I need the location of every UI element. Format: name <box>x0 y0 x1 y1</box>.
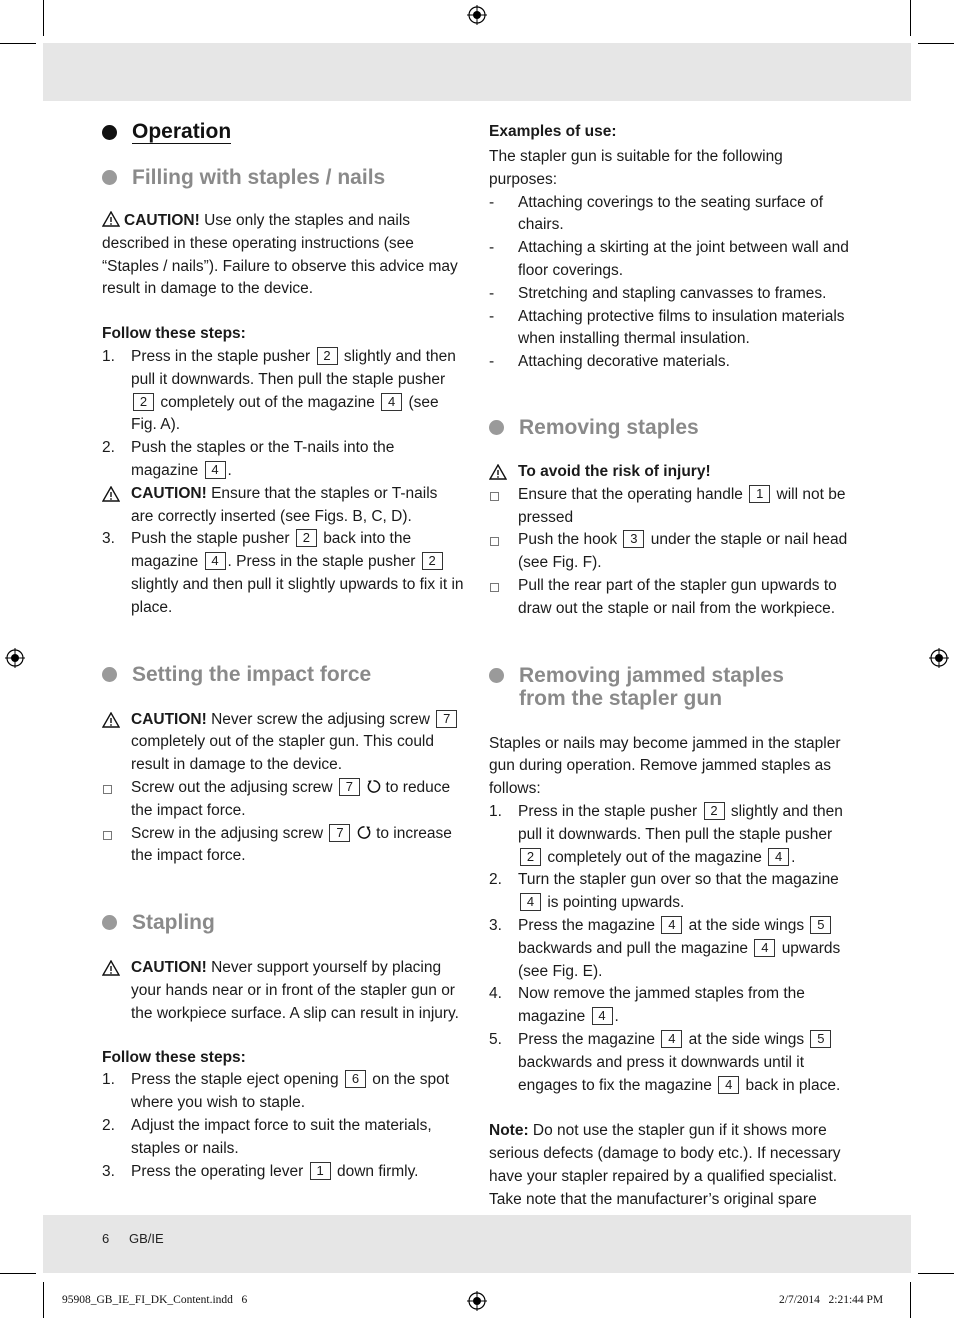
warning-triangle-icon <box>102 211 120 227</box>
caution-item: CAUTION! Never support yourself by placing your hands near or in front of the stapler gun or the workpiece surface. A slip can result in injury. <box>102 957 464 1025</box>
bullet-dot-icon <box>102 667 117 682</box>
steps-list <box>102 1069 464 1183</box>
examples-heading: Examples of use: <box>489 123 617 140</box>
steps-list <box>102 346 464 620</box>
registration-mark-icon <box>467 5 487 25</box>
right-column <box>489 118 855 1211</box>
footer-band <box>43 1215 911 1273</box>
checkbox-square-icon <box>490 583 499 592</box>
part-ref: 4 <box>520 893 541 911</box>
list-item: 1. Press the staple eject opening 6 on the spot where you wish to staple. <box>102 1071 449 1112</box>
warning-triangle-icon <box>102 486 120 502</box>
part-ref: 3 <box>623 530 644 548</box>
part-ref: 6 <box>345 1070 366 1088</box>
examples-list <box>489 192 855 374</box>
slug-date: 2/7/2014 2:21:44 PM <box>779 1294 884 1306</box>
part-ref: 7 <box>436 710 457 728</box>
bullet-dot-icon <box>102 125 117 140</box>
part-ref: 4 <box>205 461 226 479</box>
part-ref: 4 <box>768 848 789 866</box>
caution-item: CAUTION! Never screw the adjusing screw 7 completely out of the stapler gun. This could result in damage to the device. <box>102 709 464 777</box>
list-item: - Attaching a skirting at the joint between wall and floor coverings. <box>489 239 849 279</box>
follow-steps-label: Follow these steps: <box>102 325 246 343</box>
list-item: - Attaching protective films to insulation materials when installing thermal insulation. <box>489 307 845 348</box>
list-item: Screw out the adjusing screw 7 to reduce the impact force. <box>102 777 464 823</box>
list-item: Screw in the adjusing screw 7 to increase the impact force. <box>102 823 464 869</box>
crop-mark <box>918 1273 954 1274</box>
crop-mark <box>910 0 911 36</box>
rotate-cw-icon <box>357 825 372 840</box>
warning-triangle-icon <box>489 464 507 480</box>
section-heading-impact-force: Setting the impact force <box>102 663 464 686</box>
checkbox-square-icon <box>490 492 499 501</box>
follow-steps-label: Follow these steps: <box>102 1048 246 1066</box>
list-item: Pull the rear part of the stapler gun upwards to draw out the staple or nail from the workpiece. <box>489 575 855 621</box>
crop-mark <box>910 1282 911 1318</box>
list-item: 4. Now remove the jammed staples from the magazine 4 . <box>489 985 805 1026</box>
jammed-intro: Staples or nails may become jammed in the stapler gun during operation. Remove jammed staples as follows: <box>489 734 841 798</box>
examples-intro: The stapler gun is suitable for the following purposes: <box>489 148 783 188</box>
warning-triangle-icon <box>102 960 120 976</box>
part-ref: 4 <box>661 1030 682 1048</box>
list-item: 5. Press the magazine 4 at the side wings 5 backwards and press it downwards until it engages to fix the magazine 4 back in place. <box>489 1030 841 1094</box>
crop-mark <box>0 43 36 44</box>
list-item: - Attaching coverings to the seating surface of chairs. <box>489 193 824 234</box>
part-ref: 4 <box>592 1007 613 1025</box>
crop-mark <box>43 1282 44 1318</box>
list-item: Push the hook 3 under the staple or nail head (see Fig. F). <box>489 529 855 575</box>
list-item: - Attaching decorative materials. <box>489 353 730 371</box>
steps-list <box>489 801 855 1097</box>
registration-mark-icon <box>5 648 25 668</box>
registration-mark-icon <box>467 1291 487 1311</box>
warning-triangle-icon <box>102 712 120 728</box>
rotate-ccw-icon <box>366 779 381 794</box>
caution-item: To avoid the risk of injury! <box>489 461 855 484</box>
header-band <box>43 43 911 101</box>
part-ref: 5 <box>810 1030 831 1048</box>
part-ref: 2 <box>704 802 725 820</box>
list-item: 2. Turn the stapler gun over so that the magazine 4 is pointing upwards. <box>489 871 839 912</box>
section-heading-filling: Filling with staples / nails <box>102 166 464 189</box>
crop-mark <box>0 1273 36 1274</box>
list-item: 2. Push the staples or the T-nails into the magazine 4 . <box>102 439 395 479</box>
list-item: 3. Press the magazine 4 at the side wings 5 backwards and pull the magazine 4 upwards (see Fig. E). <box>489 916 841 980</box>
bullet-dot-icon <box>102 170 117 185</box>
caution-item: CAUTION! Ensure that the staples or T-nails are correctly inserted (see Figs. B, C, D). <box>102 483 464 529</box>
list-item: 1. Press in the staple pusher 2 slightly and then pull it downwards. Then pull the staple pusher 2 completely out of the magazine 4 . <box>489 802 843 866</box>
part-ref: 2 <box>133 393 154 411</box>
part-ref: 1 <box>310 1162 331 1180</box>
registration-mark-icon <box>929 648 949 668</box>
crop-mark <box>43 0 44 36</box>
part-ref: 4 <box>205 552 226 570</box>
part-ref: 2 <box>520 848 541 866</box>
part-ref: 2 <box>317 347 338 365</box>
section-heading-removing-staples: Removing staples <box>489 416 855 439</box>
checkbox-square-icon <box>490 537 499 546</box>
part-ref: 1 <box>749 485 770 503</box>
part-ref: 2 <box>296 529 317 547</box>
part-ref: 4 <box>718 1076 739 1094</box>
list-item: Ensure that the operating handle 1 will not be pressed <box>489 484 855 530</box>
part-ref: 7 <box>339 778 360 796</box>
part-ref: 7 <box>329 824 350 842</box>
bullet-dot-icon <box>489 420 504 435</box>
list-item: 1. Press in the staple pusher 2 slightly and then pull it downwards. Then pull the staple pusher 2 completely out of the magazine 4 (see Fig. A). <box>102 347 456 434</box>
list-item: - Stretching and stapling canvasses to frames. <box>489 284 827 302</box>
section-heading-stapling: Stapling <box>102 911 464 934</box>
bullet-dot-icon <box>102 915 117 930</box>
part-ref: 2 <box>422 552 443 570</box>
part-ref: 5 <box>810 916 831 934</box>
part-ref: 4 <box>661 916 682 934</box>
page-number: 6 <box>102 1231 110 1246</box>
section-heading-operation: Operation <box>102 118 464 146</box>
bullet-dot-icon <box>489 668 504 683</box>
list-item: 2. Adjust the impact force to suit the materials, staples or nails. <box>102 1116 432 1157</box>
left-column <box>102 118 464 1183</box>
part-ref: 4 <box>381 393 402 411</box>
list-item: 3. Push the staple pusher 2 back into the magazine 4 . Press in the staple pusher 2 slightly and then pull it slightly upwards to fix it in place. <box>102 530 464 616</box>
checkbox-square-icon <box>103 831 112 840</box>
list-item: 3. Press the operating lever 1 down firmly. <box>102 1162 419 1180</box>
note-paragraph: Note: Do not use the stapler gun if it shows more serious defects (damage to body etc.). If necessary have your stapler repaired by a qualified specialist. Take note that the manufacturer’s original spare <box>489 1122 841 1208</box>
part-ref: 4 <box>754 939 775 957</box>
slug-filename: 95908_GB_IE_FI_DK_Content.indd 6 <box>62 1294 248 1306</box>
caution-paragraph: CAUTION! Use only the staples and nails described in these operating instructions (see “Staples / nails”). Failure to observe this advice may result in damage to the device. <box>102 212 458 298</box>
crop-mark <box>918 43 954 44</box>
section-heading-jammed-staples: Removing jammed staples from the stapler gun <box>489 664 855 710</box>
language-code: GB/IE <box>129 1231 164 1246</box>
checkbox-square-icon <box>103 785 112 794</box>
